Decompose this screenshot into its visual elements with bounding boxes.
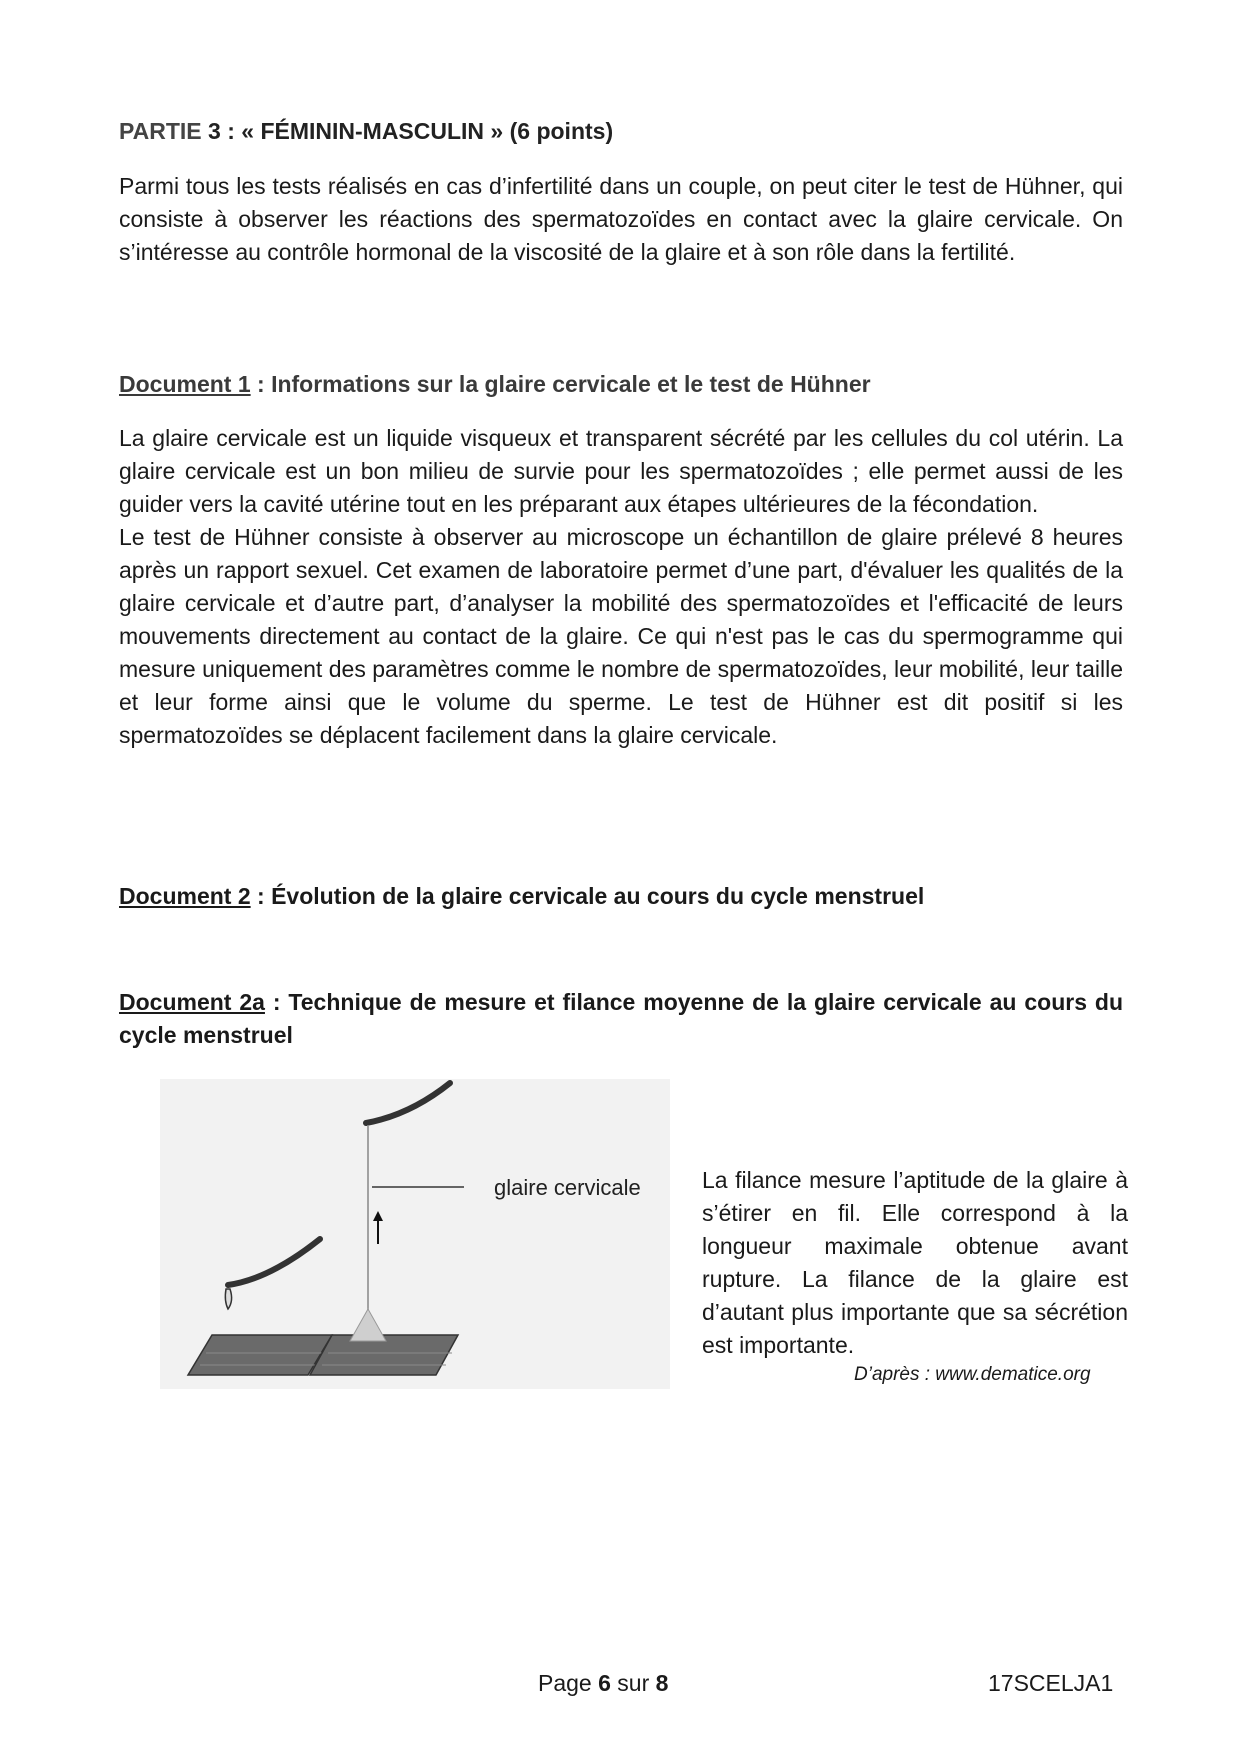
exam-code: 17SCELJA1 — [988, 1670, 1114, 1696]
left-glass-slide — [188, 1335, 332, 1375]
document-1-body — [119, 422, 1123, 752]
mucus-drop — [225, 1289, 231, 1309]
filance-illustration — [160, 1079, 670, 1389]
filance-measurement-figure — [160, 1079, 670, 1389]
source-citation: D’après : www.dematice.org — [854, 1364, 1091, 1385]
intro-paragraph: Parmi tous les tests réalisés en cas d’infertilité dans un couple, on peut citer le test de Hühner, qui consiste à observer les réactions des spermatozoïdes en contact avec la glaire cervicale. On s’intéresse au contrôle hormonal de la viscosité de la glaire et à son rôle dans la fertilité. — [119, 173, 1123, 265]
glaire-cervicale-label: glaire cervicale — [494, 1175, 641, 1200]
document-2-heading: Document 2 : Évolution de la glaire cervicale au cours du cycle menstruel — [119, 883, 925, 909]
figure-caption: La filance mesure l’aptitude de la glaire à s’étirer en fil. Elle correspond à la longueur maximale obtenue avant rupture. La filance de la glaire est d’autant plus importante que sa sécrétion est importante. — [702, 1167, 1128, 1358]
part-title: PARTIE 3 : « FÉMININ-MASCULIN » (6 points) — [119, 118, 614, 144]
document-2a-heading: Document 2a : Technique de mesure et filance moyenne de la glaire cervicale au cours du cycle menstruel — [119, 989, 1123, 1048]
document-1-paragraph: La glaire cervicale est un liquide visqueux et transparent sécrété par les cellules du col utérin. La glaire cervicale est un bon milieu de survie pour les spermatozoïdes ; elle permet aussi de les guider vers la cavité utérine tout en les préparant aux étapes ultérieures de la fécondation. — [119, 425, 1123, 517]
page-number: Page 6 sur 8 — [538, 1670, 669, 1696]
document-1-paragraph: Le test de Hühner consiste à observer au microscope un échantillon de glaire prélevé 8 heures après un rapport sexuel. Cet examen de laboratoire permet d’une part, d'évaluer les qualités de la glaire cervicale et d’autre part, d’analyser la mobilité des spermatozoïdes et l'efficacité de leurs mouvements directement au contact de la glaire. Ce qui n'est pas le cas du spermogramme qui mesure uniquement des paramètres comme le nombre de spermatozoïdes, leur mobilité, leur taille et leur forme ainsi que le volume du sperme. Le test de Hühner est dit positif si les spermatozoïdes se déplacent facilement dans la glaire cervicale. — [119, 524, 1123, 748]
document-1-heading: Document 1 : Informations sur la glaire cervicale et le test de Hühner — [119, 371, 871, 397]
